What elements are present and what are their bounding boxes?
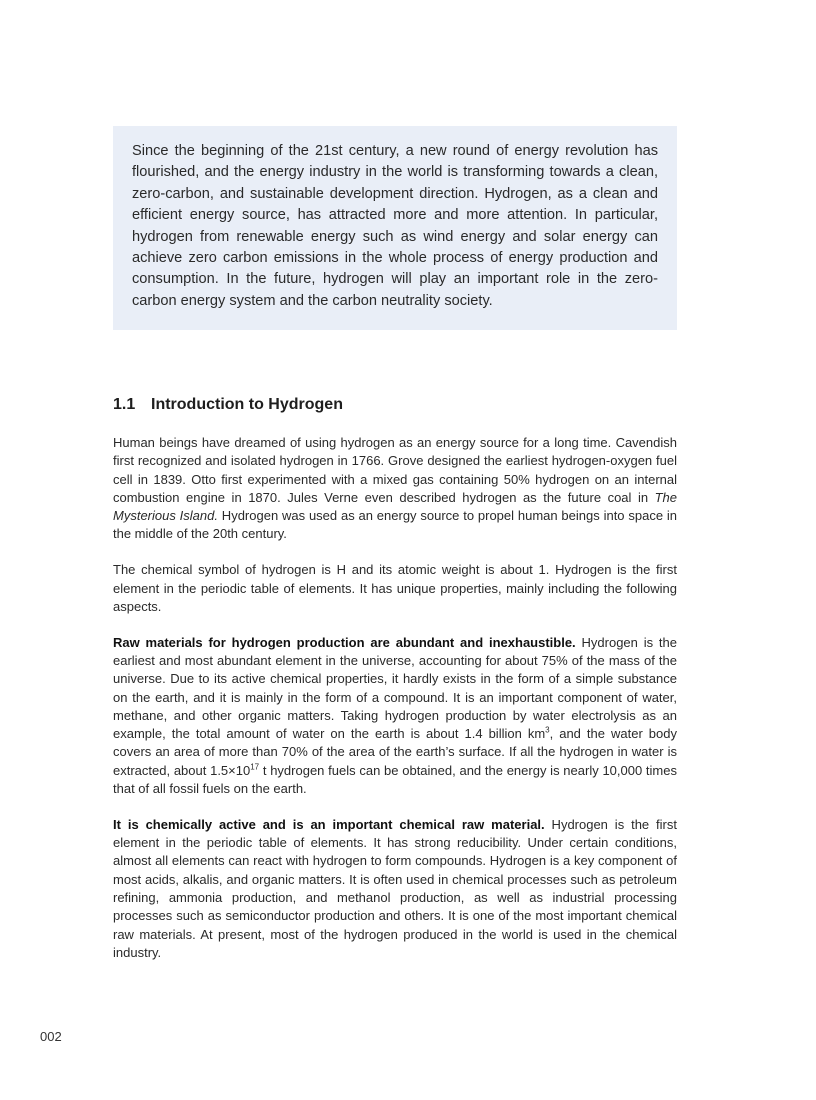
paragraph-history (113, 434, 677, 544)
book-title: The Mysterious Island. (113, 489, 677, 524)
paragraph-text: t hydrogen fuels can be obtained, and the energy is nearly 10,000 times that of all fossil fuels on the earth. (113, 762, 677, 797)
paragraph-text: Human beings have dreamed of using hydrogen as an energy source for a long time. Cavendish first recognized and isolated hydrogen in 1766. Grove designed the earliest hydrogen-oxygen fuel cell in 1839. Otto first experimented with a mixed gas containing 50% hydrogen on an internal combustion engine in 1870. Jules Verne even described hydrogen as the future coal in (113, 435, 677, 505)
superscript: 17 (250, 762, 260, 772)
paragraph-lead-in: It is chemically active and is an important chemical raw material. (113, 816, 545, 832)
paragraph-text: The chemical symbol of hydrogen is H and its atomic weight is about 1. Hydrogen is the first element in the periodic table of elements. It has unique properties, mainly including the following aspects. (113, 562, 677, 614)
superscript: 3 (545, 725, 550, 735)
paragraph-raw-materials (113, 634, 677, 799)
paragraph-text: Hydrogen is the earliest and most abundant element in the universe, accounting for about 75% of the mass of the universe. Due to its active chemical properties, it hardly exists in the form of a simple substance on the earth, and it is mainly in the form of a compound. It is an important component of water, methane, and other organic matters. Taking hydrogen production by water electrolysis as an example, the total amount of water on the earth is about 1.4 billion km (113, 634, 677, 742)
paragraph-chemical-symbol (113, 561, 677, 616)
paragraph-lead-in: Raw materials for hydrogen production are abundant and inexhaustible. (113, 634, 576, 650)
abstract-box (113, 126, 677, 330)
section-number: 1.1 (113, 396, 136, 413)
paragraph-text: Hydrogen was used as an energy source to propel human beings into space in the middle of the 20th century. (113, 508, 677, 542)
paragraph-text: , and the water body covers an area of more than 70% of the area of the earth’s surface. If all the hydrogen in water is extracted, about 1.5×10 (113, 726, 677, 778)
paragraph-text: Hydrogen is the first element in the periodic table of elements. It has strong reducibility. Under certain conditions, almost all elements can react with hydrogen to form compounds. Hydrogen is a key component of most acids, alkalis, and organic matters. It is often used in chemical processes such as petroleum refining, ammonia production, and methanol production, as well as industrial processing processes such as semiconductor production and others. It is one of the most important chemical raw materials. At present, most of the hydrogen produced in the world is used in the chemical industry. (113, 816, 677, 960)
paragraph-chemically-active (113, 816, 677, 962)
page-number: 002 (40, 1029, 62, 1044)
section-title: Introduction to Hydrogen (151, 396, 343, 413)
section-heading (113, 396, 343, 414)
abstract-text: Since the beginning of the 21st century, a new round of energy revolution has flourished, and the energy industry in the world is transforming towards a clean, zero-carbon, and sustainable development direction. Hydrogen, as a clean and efficient energy source, has attracted more and more attention. In particular, hydrogen from renewable energy such as wind energy and solar energy can achieve zero carbon emissions in the whole process of energy production and consumption. In the future, hydrogen will play an important role in the zero-carbon energy system and the carbon neutrality society. (132, 143, 658, 309)
body-text (113, 434, 677, 980)
